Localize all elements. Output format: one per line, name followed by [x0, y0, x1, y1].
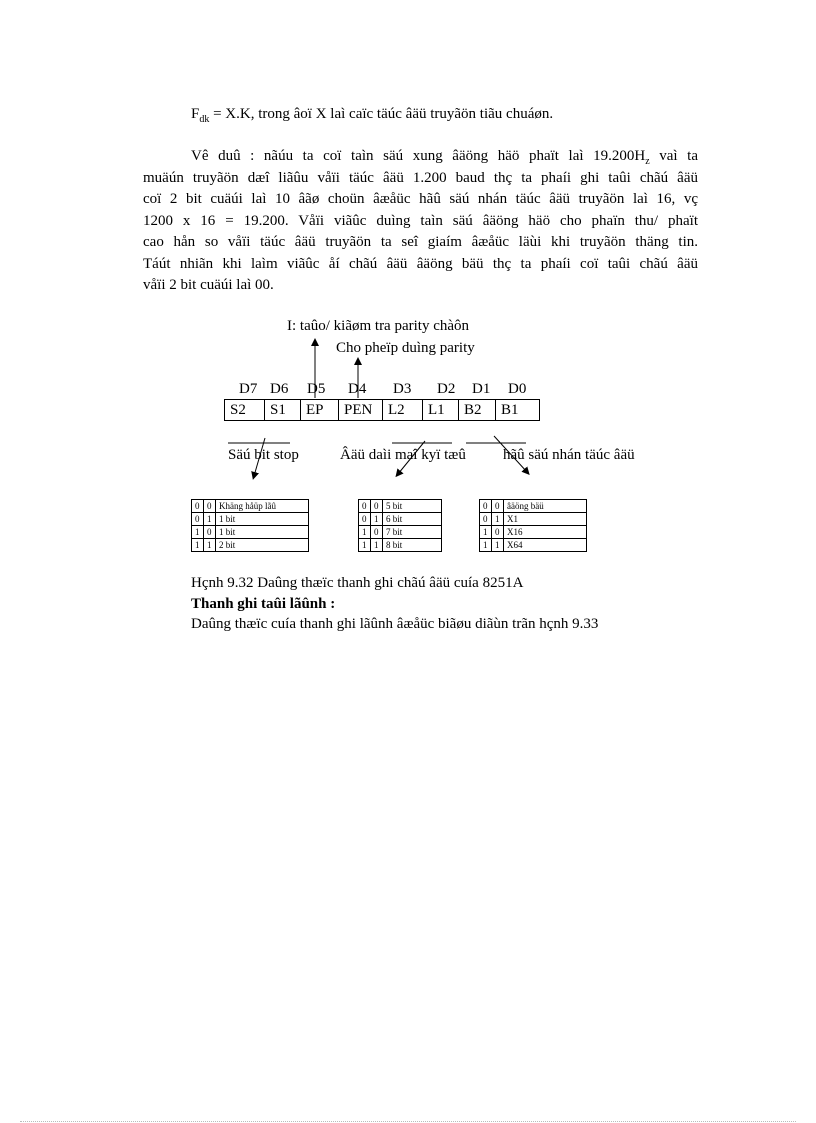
group-label-baud: hãû säú nhán täúc âäü	[503, 447, 635, 463]
register-cell-l2: L2	[383, 400, 423, 420]
paragraph-line-2: muäún truyãön dæî liãûu våïi täúc âäü 1.200 baud thç ta phaíi ghi taûi chãú âäü	[143, 169, 698, 186]
meaning-cell: 2 bit	[216, 539, 309, 552]
bit-value-cell: 1	[192, 539, 204, 552]
char-length-row	[359, 513, 442, 526]
register-cell-s1: S1	[265, 400, 301, 420]
bit-label-d5: D5	[307, 381, 326, 397]
bit-value-cell: 1	[371, 539, 383, 552]
bit-label-d3: D3	[393, 381, 412, 397]
bit-value-cell: 0	[204, 500, 216, 513]
stop-bits-row	[192, 500, 309, 513]
meaning-cell: 7 bit	[383, 526, 442, 539]
bit-value-cell: 0	[480, 500, 492, 513]
bit-value-cell: 0	[192, 500, 204, 513]
paragraph-line-4: 1200 x 16 = 19.200. Våïi viãûc duìng taìn säú âäöng häö cho phaïn thu/ phaït	[143, 212, 698, 229]
bit-value-cell: 0	[371, 526, 383, 539]
bit-value-cell: 1	[204, 539, 216, 552]
bit-value-cell: 0	[492, 526, 504, 539]
bit-label-d0: D0	[508, 381, 527, 397]
baud-factor-row	[480, 539, 587, 552]
bit-label-d2: D2	[437, 381, 456, 397]
stop-bits-table	[191, 499, 309, 552]
char-length-row	[359, 539, 442, 552]
baud-factor-table	[479, 499, 587, 552]
paragraph-line-7: våïi 2 bit cuäúi laì 00.	[143, 277, 274, 293]
baud-factor-row	[480, 513, 587, 526]
stop-bits-row	[192, 526, 309, 539]
parity-type-label: I: taûo/ kiãøm tra parity chàôn	[287, 318, 470, 334]
meaning-cell: Khäng håüp lãû	[216, 500, 309, 513]
bit-value-cell: 1	[492, 513, 504, 526]
register-cell-b2: B2	[459, 400, 496, 420]
bit-value-cell: 0	[359, 513, 371, 526]
baud-factor-row	[480, 500, 587, 513]
paragraph-line-6: Táút nhiãn khi laìm viãûc åí chãú âäü âäöng bäü thç ta phaíi coï taûi chãú âäü	[143, 255, 698, 272]
register-cell-s2: S2	[225, 400, 265, 420]
meaning-cell: 1 bit	[216, 513, 309, 526]
bit-value-cell: 1	[192, 526, 204, 539]
stop-bits-row	[192, 539, 309, 552]
meaning-cell: âäöng bäü	[504, 500, 587, 513]
meaning-cell: 1 bit	[216, 526, 309, 539]
section-heading: Thanh ghi taûi lãûnh :	[191, 596, 336, 612]
bit-value-cell: 0	[204, 526, 216, 539]
bit-value-cell: 0	[492, 500, 504, 513]
meaning-cell: 5 bit	[383, 500, 442, 513]
figure-caption: Hçnh 9.32 Daûng thæïc thanh ghi chãú âäü cuía 8251A	[191, 575, 524, 591]
bit-label-d1: D1	[472, 381, 491, 397]
meaning-cell: X16	[504, 526, 587, 539]
bit-label-d4: D4	[348, 381, 367, 397]
group-label-stop: Säú bit stop	[228, 447, 299, 463]
register-cell-b1: B1	[501, 402, 519, 418]
formula-subscript: dk	[199, 114, 210, 125]
bit-value-cell: 1	[492, 539, 504, 552]
register-cell-l1: L1	[423, 400, 459, 420]
group-label-length: Âäü daìi maî kyï tæû	[340, 447, 466, 463]
stop-bits-row	[192, 513, 309, 526]
bit-value-cell: 1	[480, 539, 492, 552]
meaning-cell: X64	[504, 539, 587, 552]
parity-enable-label: Cho pheïp duìng parity	[336, 340, 475, 356]
bit-value-cell: 0	[480, 513, 492, 526]
bit-value-cell: 1	[204, 513, 216, 526]
formula-symbol: F	[191, 106, 200, 122]
meaning-cell: 6 bit	[383, 513, 442, 526]
bit-value-cell: 1	[359, 539, 371, 552]
bit-label-d6: D6	[270, 381, 289, 397]
page-bottom-border	[20, 1121, 796, 1122]
paragraph-line-1: Vê duû : nãúu ta coï taìn säú xung âäöng häö phaït laì $19.200H_z$ vaì ta	[191, 148, 698, 167]
bit-value-cell: 1	[480, 526, 492, 539]
bit-value-cell: 0	[192, 513, 204, 526]
paragraph-line-5: cao hån so våïi täúc âäü truyãön ta seî giaím âæåüc läùi khi truyãön thäng tin.	[143, 234, 698, 250]
char-length-table	[358, 499, 442, 552]
body-text: Daûng thæïc cuía thanh ghi lãûnh âæåüc biãøu diãùn trãn hçnh 9.33	[191, 616, 599, 632]
paragraph-line-3: coï 2 bit cuäúi laì 10 âãø choün âæåüc hãû säú nhán täúc âäü truyãön laì 16, vç	[143, 191, 698, 207]
char-length-row	[359, 526, 442, 539]
bit-value-cell: 1	[359, 526, 371, 539]
bit-value-cell: 0	[359, 500, 371, 513]
baud-factor-row	[480, 526, 587, 539]
bit-value-cell: 1	[371, 513, 383, 526]
meaning-cell: 8 bit	[383, 539, 442, 552]
bit-value-cell: 0	[371, 500, 383, 513]
meaning-cell: X1	[504, 513, 587, 526]
char-length-row	[359, 500, 442, 513]
bit-label-d7: D7	[239, 381, 258, 397]
register-cell-pen: PEN	[339, 400, 383, 420]
formula-text: = X.K, trong âoï X laì caïc täúc âäü truyãön tiãu chuáøn.	[209, 106, 554, 122]
register-cell-ep: EP	[301, 400, 339, 420]
